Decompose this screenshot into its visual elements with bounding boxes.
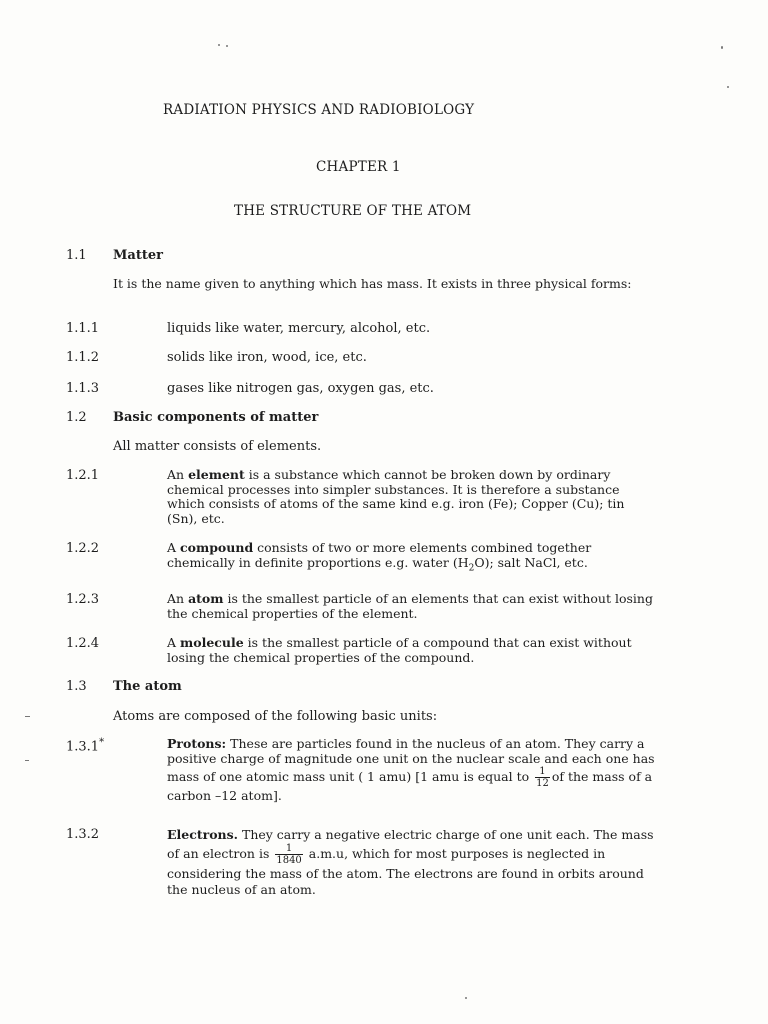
chapter-number: CHAPTER 1 (316, 159, 401, 175)
atom-definition (167, 592, 655, 621)
term-atom: atom (188, 591, 224, 606)
text-run: O); salt NaCl, etc. (474, 554, 588, 570)
text-run: These are particles found in the nucleus of an atom. They carry a positive charge of magnitude one unit on the nuclear scale and each one has mass of one atomic mass unit ( 1 amu) [1 amu is equal to (167, 736, 655, 784)
text-run: is the smallest particle of an elements that can exist without losing the chemical properties of the element. (167, 591, 653, 621)
item-number (66, 737, 104, 754)
item-number: 1.1.1 (66, 321, 100, 336)
protons-definition (167, 737, 655, 804)
term-protons: Protons: (167, 736, 227, 751)
text-run: is a substance which cannot be broken down by ordinary chemical processes into simpler substances. It is therefore a substance which consists of atoms of the same kind e.g. iron (Fe); Copper (Cu); tin (Sn), etc. (167, 467, 625, 526)
compound-definition (167, 541, 655, 576)
text-run: consists of two or more elements combined together chemically in definite proportions e.g. water (H (167, 540, 592, 570)
fraction-numerator: 1 (535, 766, 550, 778)
scan-speck (25, 760, 29, 761)
text-run: of the mass of a carbon –12 atom]. (167, 769, 653, 803)
list-item: gases like nitrogen gas, oxygen gas, etc. (167, 381, 434, 396)
term-molecule: molecule (180, 635, 244, 650)
fraction-denominator: 1840 (276, 855, 302, 866)
scan-speck (25, 716, 30, 717)
chapter-title: THE STRUCTURE OF THE ATOM (234, 203, 472, 219)
text-run: An (167, 467, 189, 482)
list-item: liquids like water, mercury, alcohol, etc. (167, 321, 431, 336)
text-run: A (167, 635, 181, 650)
matter-definition: It is the name given to anything which has mass. It exists in three physical forms: (113, 276, 632, 291)
item-number-text: 1.3.1 (66, 739, 100, 755)
section-number: 1.1 (66, 248, 87, 263)
term-element: element (188, 467, 245, 482)
scan-speck (721, 46, 723, 49)
item-number: 1.2.2 (66, 541, 100, 556)
term-electrons: Electrons. (167, 827, 239, 842)
text-run: They carry a negative electric charge of one unit each. The mass of an electron is (167, 827, 654, 861)
text-run: A (167, 540, 181, 555)
text-run: An (167, 591, 189, 606)
item-number: 1.1.3 (66, 381, 100, 396)
atom-intro: Atoms are composed of the following basic units: (113, 709, 438, 724)
text-run: a.m.u, which for most purposes is neglected in considering the mass of the atom. The electrons are found in orbits around the nucleus of an atom. (167, 846, 644, 897)
term-compound: compound (180, 540, 254, 555)
list-item: solids like iron, wood, ice, etc. (167, 350, 367, 365)
item-number: 1.2.1 (66, 468, 100, 483)
handwritten-mark: * (99, 737, 105, 748)
subscript: 2 (468, 563, 475, 573)
fraction-numerator: 1 (275, 843, 302, 855)
electrons-definition (167, 827, 655, 898)
item-number: 1.1.2 (66, 350, 100, 365)
components-intro: All matter consists of elements. (113, 439, 322, 454)
scan-speck (727, 86, 729, 88)
section-title-matter: Matter (113, 248, 163, 263)
scan-speck (465, 997, 467, 999)
section-title-atom: The atom (113, 679, 182, 694)
fraction-denominator: 12 (536, 778, 549, 789)
item-number: 1.3.2 (66, 827, 100, 842)
item-number: 1.2.4 (66, 636, 100, 651)
fraction-one-twelfth (535, 766, 550, 789)
book-title: RADIATION PHYSICS AND RADIOBIOLOGY (163, 102, 475, 118)
scan-speck (218, 44, 220, 46)
fraction-one-over-1840 (275, 843, 302, 866)
item-number: 1.2.3 (66, 592, 100, 607)
molecule-definition (167, 636, 655, 665)
section-number: 1.2 (66, 410, 87, 425)
scan-speck (226, 45, 228, 47)
section-title-components: Basic components of matter (113, 410, 319, 425)
section-number: 1.3 (66, 679, 87, 694)
text-run: is the smallest particle of a compound that can exist without losing the chemical properties of the compound. (167, 635, 632, 665)
element-definition (167, 468, 655, 526)
